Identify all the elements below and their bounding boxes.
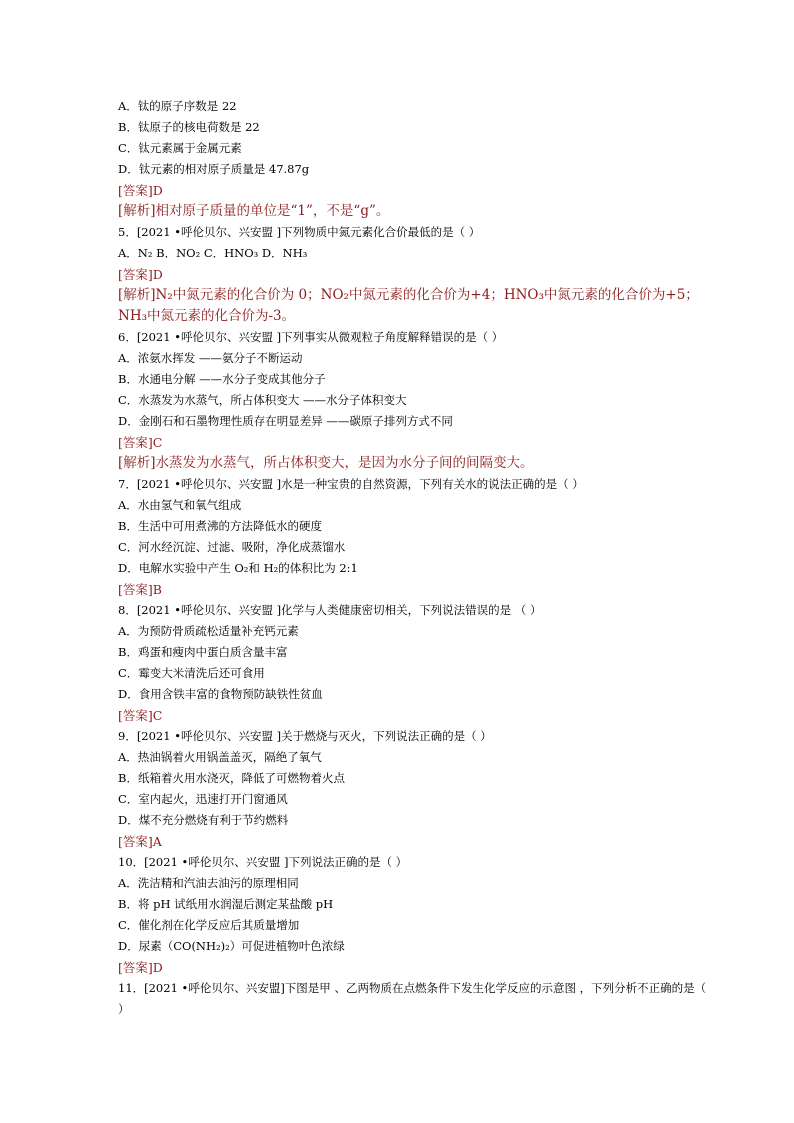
option-line: C．室内起火，迅速打开门窗通风	[118, 792, 288, 806]
explanation-line: [解析]水蒸发为水蒸气，所占体积变大，是因为水分子间的间隔变大。	[118, 455, 534, 471]
option-line: C．钛元素属于金属元素	[118, 141, 242, 155]
option-line: C．水蒸发为水蒸气，所占体积变大 ——水分子体积变大	[118, 393, 407, 407]
option-line: B．生活中可用煮沸的方法降低水的硬度	[118, 519, 322, 533]
answer-line: [答案]C	[118, 708, 163, 723]
option-line: A．为预防骨质疏松适量补充钙元素	[118, 624, 299, 638]
option-line: D．钛元素的相对原子质量是 47.87g	[118, 162, 310, 176]
option-line: B．水通电分解 ——水分子变成其他分子	[118, 372, 326, 386]
document-page	[118, 96, 708, 1020]
question-line: 10．[2021 •呼伦贝尔、兴安盟 ]下列说法正确的是（ ）	[118, 855, 408, 869]
answer-line: [答案]B	[118, 582, 162, 597]
option-line: A．热油锅着火用锅盖盖灭，隔绝了氧气	[118, 750, 322, 764]
explanation-line: [解析]相对原子质量的单位是“1”，不是“g”。	[118, 203, 390, 219]
option-line: C．霉变大米清洗后还可食用	[118, 666, 265, 680]
answer-line: [答案]D	[118, 960, 163, 975]
option-line: D．煤不充分燃烧有利于节约燃料	[118, 813, 289, 827]
option-line: D．尿素（CO(NH₂)₂）可促进植物叶色浓绿	[118, 939, 345, 953]
question-line: 8．[2021 •呼伦贝尔、兴安盟 ]化学与人类健康密切相关，下列说法错误的是 （ ）	[118, 603, 542, 617]
option-line: D．食用含铁丰富的食物预防缺铁性贫血	[118, 687, 323, 701]
answer-line: [答案]C	[118, 435, 163, 450]
option-line: A．水由氢气和氧气组成	[118, 498, 242, 512]
option-line: B．纸箱着火用水浇灭，降低了可燃物着火点	[118, 771, 345, 785]
option-line: B．钛原子的核电荷数是 22	[118, 120, 260, 134]
explanation-line: [解析]N₂中氮元素的化合价为 0；NO₂中氮元素的化合价为+4；HNO₃中氮元素的化合价为+5；NH₃中氮元素的化合价为-3。	[118, 287, 699, 324]
option-line: D．电解水实验中产生 O₂和 H₂的体积比为 2:1	[118, 561, 358, 575]
answer-line: [答案]A	[118, 834, 162, 849]
option-line: D．金刚石和石墨物理性质存在明显差异 ——碳原子排列方式不同	[118, 414, 453, 428]
question-line: 11．[2021 •呼伦贝尔、兴安盟]下图是甲 、乙两物质在点燃条件下发生化学反应的示意图 ，下列分析不正确的是（ ）	[118, 981, 707, 1016]
option-line: A．N₂ B．NO₂ C．HNO₃ D．NH₃	[118, 246, 308, 260]
option-line: C．河水经沉淀、过滤、吸附，净化成蒸馏水	[118, 540, 346, 554]
question-line: 7．[2021 •呼伦贝尔、兴安盟 ]水是一种宝贵的自然资源，下列有关水的说法正确的是（ ）	[118, 477, 584, 491]
option-line: B．鸡蛋和瘦肉中蛋白质含量丰富	[118, 645, 288, 659]
question-line: 5．[2021 •呼伦贝尔、兴安盟 ]下列物质中氮元素化合价最低的是（ ）	[118, 225, 481, 239]
option-line: A．洗洁精和汽油去油污的原理相同	[118, 876, 299, 890]
option-line: A．浓氨水挥发 ——氨分子不断运动	[118, 351, 303, 365]
option-line: B．将 pH 试纸用水润湿后测定某盐酸 pH	[118, 897, 334, 911]
answer-line: [答案]D	[118, 267, 163, 282]
answer-line: [答案]D	[118, 183, 163, 198]
option-line: C．催化剂在化学反应后其质量增加	[118, 918, 300, 932]
option-line: A．钛的原子序数是 22	[118, 99, 237, 113]
question-line: 6．[2021 •呼伦贝尔、兴安盟 ]下列事实从微观粒子角度解释错误的是（ ）	[118, 330, 504, 344]
question-line: 9．[2021 •呼伦贝尔、兴安盟 ]关于燃烧与灭火，下列说法正确的是（ ）	[118, 729, 492, 743]
